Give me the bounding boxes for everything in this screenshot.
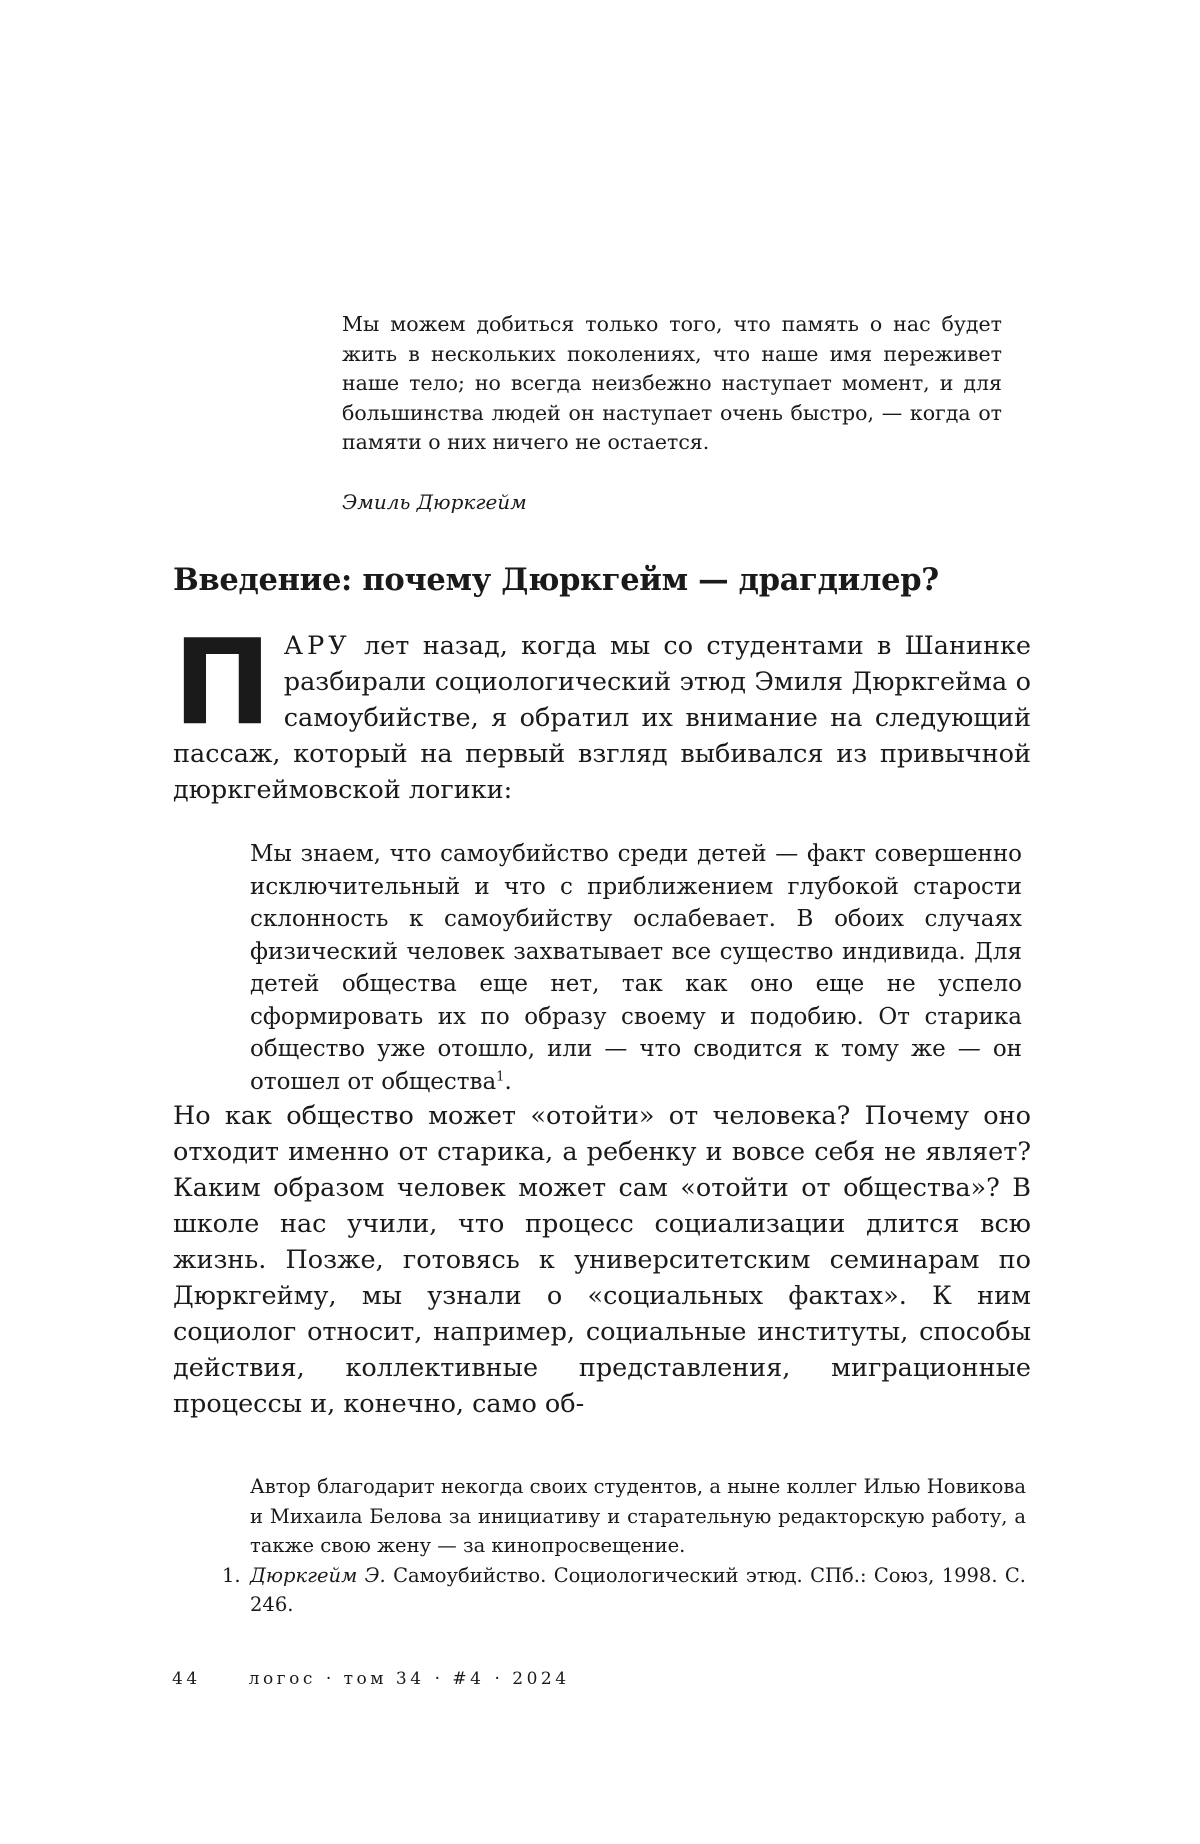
footnote-number: 1. xyxy=(222,1563,241,1587)
lead-paragraph xyxy=(173,613,1031,808)
epigraph-text: Мы можем добиться только того, что память о нас будет жить в нескольких поколениях, что наше имя переживет наше тело; но всегда неизбежно наступает момент, и для большинства людей он наступает очень быстро, — когда от памяти о них ничего не остается. xyxy=(342,312,1002,454)
footnotes xyxy=(222,1472,1026,1620)
running-footer xyxy=(172,1669,570,1689)
continuation-paragraph: Но как общество может «отойти» от человека? Почему оно отходит именно от старика, а ребенку и вовсе себя не являет? Каким образом человек может сам «отойти от общества»? В школе нас учили, что процесс социализации длится всю жизнь. Позже, готовясь к университетским семинарам по Дюркгейму, мы узнали о «социальных фактах». К ним социолог относит, например, социальные институты, способы действия, коллективные представления, миграционные процессы и, конечно, само об- xyxy=(173,1101,1031,1419)
footer-volume: том 34 xyxy=(343,1669,425,1689)
footer-issue: #4 xyxy=(452,1669,485,1689)
footer-separator: · xyxy=(434,1669,444,1689)
block-quote-end: . xyxy=(504,1068,512,1095)
acknowledgement-note: Автор благодарит некогда своих студентов, а ныне коллег Илью Новикова и Михаила Белова за инициативу и старательную редакторскую работу, а также свою жену — за кинопросвещение. xyxy=(250,1475,1026,1557)
lead-paragraph-text: лет назад, когда мы со студентами в Шанинке разбирали социологический этюд Эмиля Дюркгейма о самоубийстве, я обратил их внимание на следующий пассаж, который на первый взгляд выбивался из привычной дюркгеймовской логики: xyxy=(173,631,1031,805)
footnote-text: Самоубийство. Социологический этюд. СПб.: Союз, 1998. С. 246. xyxy=(250,1563,1026,1616)
footer-separator: · xyxy=(325,1669,335,1689)
footer-separator: · xyxy=(494,1669,504,1689)
block-quote-text: Мы знаем, что самоубийство среди детей — факт совершенно исключительный и что с приближением глубокой старости склонность к самоубийству ослабевает. В обоих случаях физический человек захватывает все существо индивида. Для детей общества еще нет, так как оно еще не успело сформировать их по образу своему и подобию. От старика общество уже отошло, или — что сводится к тому же — он отошел от общества xyxy=(250,841,1022,1095)
footnote-item xyxy=(222,1561,1026,1620)
lead-smallcaps: АРУ xyxy=(283,631,351,661)
drop-cap: П xyxy=(173,613,272,751)
footer-year: 2024 xyxy=(512,1669,570,1689)
page-number: 44 xyxy=(172,1669,201,1689)
section-title: Введение: почему Дюркгейм — драгдилер? xyxy=(173,562,939,598)
epigraph-author: Эмиль Дюркгейм xyxy=(342,490,527,514)
footnote-author: Дюркгейм Э. xyxy=(250,1563,386,1587)
footnote-reference[interactable]: 1 xyxy=(496,1068,505,1084)
footer-journal: логос xyxy=(248,1669,316,1689)
block-quote xyxy=(250,838,1022,1098)
